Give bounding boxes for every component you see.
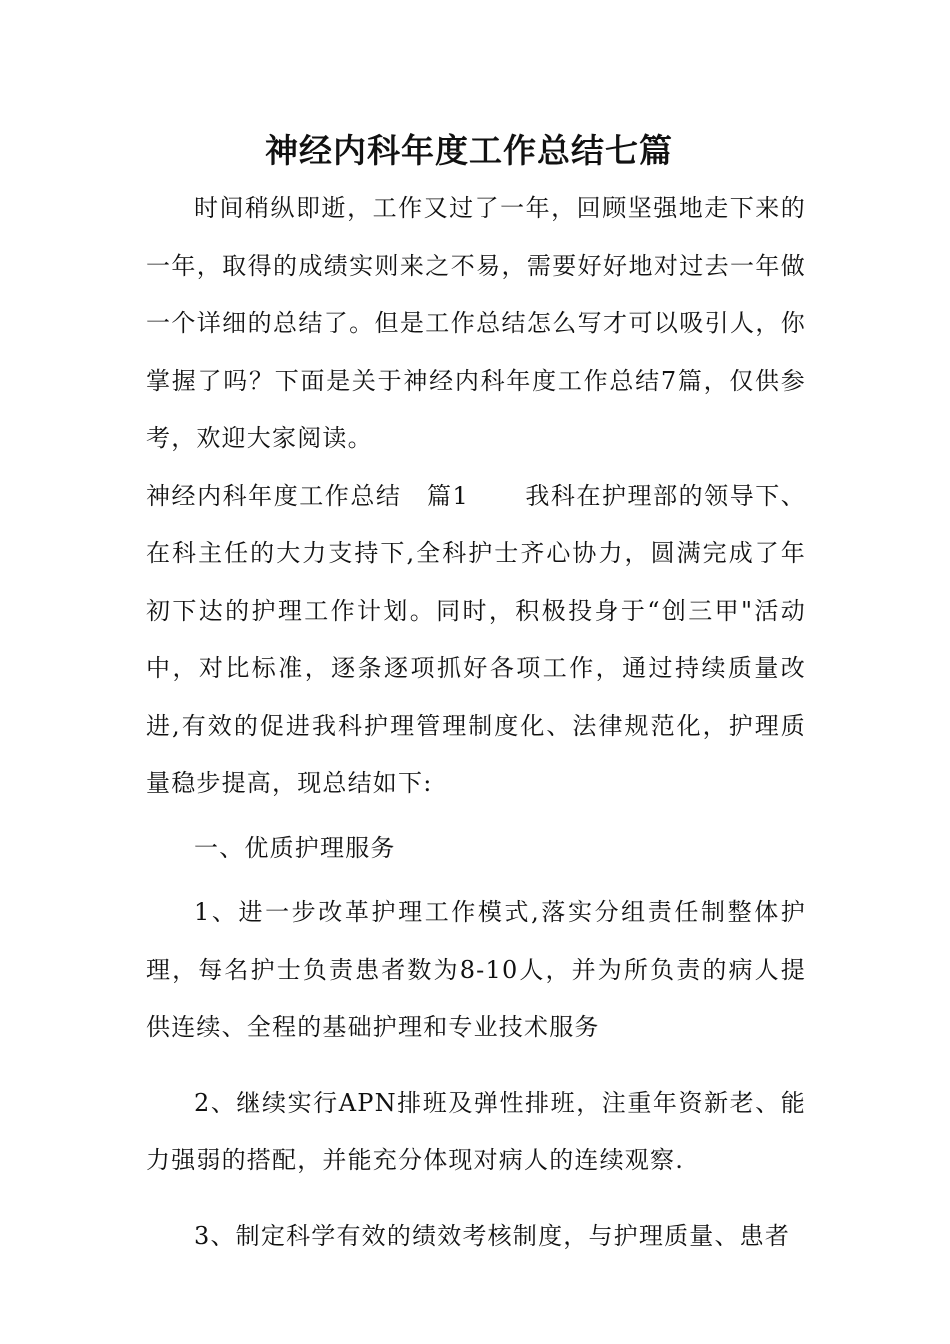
section-1-heading: 神经内科年度工作总结 篇1: [146, 481, 470, 510]
section-1-body: 我科在护理部的领导下、在科主任的大力支持下,全科护士齐心协力，圆满完成了年初下达的护理工作计划。同时，积极投身于“创三甲"活动中，对比标准，逐条逐项抓好各项工作，通过持续质量改进,有效的促进我科护理管理制度化、法律规范化，护理质量稳步提高，现总结如下:: [146, 481, 807, 797]
list-item-2: 2、继续实行APN排班及弹性排班，注重年资新老、能力强弱的搭配，并能充分体现对病人的连续观察.: [146, 1088, 806, 1174]
list-item-3: 3、制定科学有效的绩效考核制度，与护理质量、患者: [194, 1221, 791, 1250]
document-title: 神经内科年度工作总结七篇: [265, 131, 673, 170]
document-page: [146, 122, 806, 1265]
subheading-quality-service: 一、优质护理服务: [194, 833, 396, 862]
section-1-paragraph: [146, 468, 806, 813]
intro-paragraph: 时间稍纵即逝，工作又过了一年，回顾坚强地走下来的一年，取得的成绩实则来之不易，需要好好地对过去一年做一个详细的总结了。但是工作总结怎么写才可以吸引人，你掌握了吗？下面是关于神经内科年度工作总结7篇，仅供参考，欢迎大家阅读。: [146, 194, 806, 452]
list-item-1: 1、进一步改革护理工作模式,落实分组责任制整体护理，每名护士负责患者数为8-10人，并为所负责的病人提供连续、全程的基础护理和专业技术服务: [146, 898, 806, 1041]
